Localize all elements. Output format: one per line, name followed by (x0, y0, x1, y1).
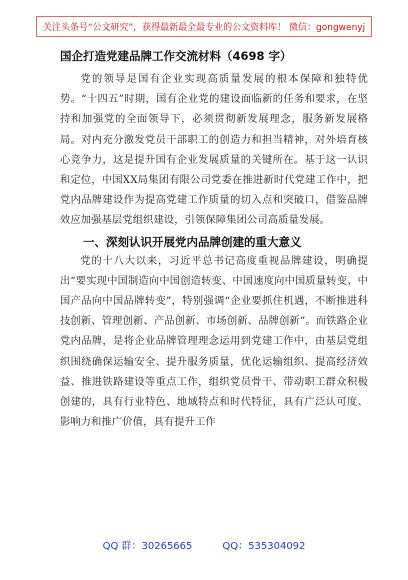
section-heading: 一、深刻认识开展党内品牌创建的重大意义 (83, 234, 302, 249)
document-body (60, 48, 368, 433)
header-banner (0, 8, 408, 44)
document-title: 国企打造党建品牌工作交流材料（4698 字） (60, 49, 292, 63)
paragraph-section-1: 党的十八大以来，习近平总书记高度重视品牌建设，明确提出“要实现中国制造向中国创造转变、中国速度向中国质量转变、中国产品向中国品牌转变”，特别强调“企业要抓住机遇，不断推进科技创新、管理创新、产品创新、市场创新、品牌创新”。而铁路企业党内品牌，是将企业品牌管理理念运用到党建工作中，由基层党组织围绕确保运输安全、提升服务质量，优化运输组织、提高经济效益、推进铁路建设等重点工作，组织党员骨干、带动职工群众积极创建的，具有行业特色、地域特点和时代特征，具有广泛认可度、影响力和推广价值，具有提升工作 (60, 255, 368, 429)
banner-text: 关注头条号“公文研究”，获得最新最全最专业的公文资料库！ 微信：gongwenyj (36, 16, 372, 37)
qq-text: QQ：535304092 (222, 541, 306, 552)
qq-group-text: QQ 群：30265665 (102, 541, 193, 552)
footer-contact (0, 537, 408, 552)
paragraph-intro: 党的领导是国有企业实现高质量发展的根本保障和独特优势。“十四五”时期，国有企业党的建设面临新的任务和要求，在坚持和加强党的全面领导下，必须贯彻新发展理念，服务新发展格局。对内充分激发党员干部职工的创造力和担当精神，对外培育核心竞争力，这是提升国有企业发展质量的关键所在。基于这一认识和定位，中国XX局集团有限公司党委在推进新时代党建工作中，把党内品牌建设作为提高党建工作质量的切入点和突破口，借鉴品牌效应加强基层党组织建设，引领保障集团公司高质量发展。 (60, 74, 368, 227)
